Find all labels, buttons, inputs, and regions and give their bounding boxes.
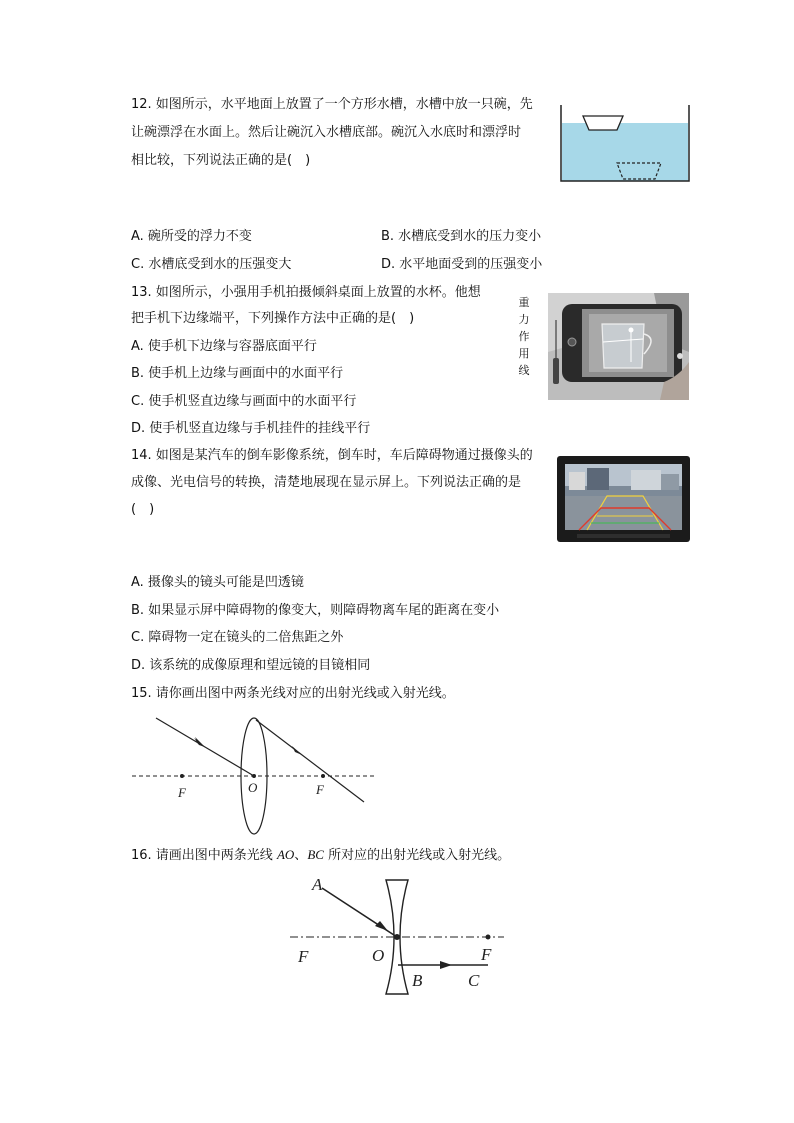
q16-ray-ao: AO [276, 847, 295, 862]
water [562, 123, 688, 181]
phone-photo-figure [534, 292, 690, 402]
q14-line-2: 成像、光电信号的转换，清楚地展现在显示屏上。下列说法正确的是 [131, 475, 522, 490]
q13-line-1: 13. 如图所示，小强用手机拍摄倾斜桌面上放置的水杯。他想 [131, 285, 481, 300]
optical-center [394, 934, 400, 940]
q13-option-a: A. 使手机下边缘与容器底面平行 [131, 339, 317, 354]
q12-line-3: 相比较，下列说法正确的是( ) [131, 153, 311, 168]
focal-point-left [180, 774, 184, 778]
q12-line-1: 12. 如图所示，水平地面上放置了一个方形水槽，水槽中放一只碗，先 [131, 97, 533, 112]
q14-line-3: ( ) [131, 502, 155, 517]
concave-lens-diagram [288, 874, 506, 998]
refracted-ray [256, 720, 364, 802]
camera-lens-icon [568, 338, 576, 346]
label-b: B [412, 971, 423, 990]
optical-center [252, 774, 256, 778]
label-a: A [312, 875, 323, 894]
q14-line-1: 14. 如图是某汽车的倒车影像系统，倒车时，车后障碍物通过摄像头的 [131, 448, 533, 463]
q12-option-c: C. 水槽底受到水的压强变大 [131, 257, 292, 272]
q16-text-pre: 16. 请画出图中两条光线 [131, 848, 277, 863]
label-o: O [372, 946, 385, 965]
q12-option-b: B. 水槽底受到水的压力变小 [381, 229, 542, 244]
refracted-ray-arrow [292, 746, 302, 755]
label-f-left: F [178, 785, 186, 800]
q14-option-b: B. 如果显示屏中障碍物的像变大，则障碍物离车尾的距离在变小 [131, 603, 500, 618]
q12-line-2: 让碗漂浮在水面上。然后让碗沉入水槽底部。碗沉入水底时和漂浮时 [131, 125, 522, 140]
q13-option-b: B. 使手机上边缘与画面中的水面平行 [131, 366, 344, 381]
q13-option-c: C. 使手机竖直边缘与画面中的水面平行 [131, 394, 357, 409]
q13-option-d: D. 使手机竖直边缘与手机挂件的挂线平行 [131, 421, 371, 436]
glass-cup [602, 324, 644, 368]
focal-point-right [321, 774, 325, 778]
q16-ray-bc: BC [307, 847, 324, 862]
q12-option-a: A. 碗所受的浮力不变 [131, 229, 252, 244]
reverse-camera-monitor-figure [557, 456, 690, 542]
q16-text [131, 845, 510, 866]
convex-lens-diagram [128, 712, 380, 842]
label-c: C [468, 971, 480, 990]
q14-option-a: A. 摄像头的镜头可能是凹透镜 [131, 575, 304, 590]
ray-ao-arrow [375, 921, 388, 931]
label-f-right: F [316, 782, 324, 797]
q16-sep: 、 [294, 848, 308, 863]
ray-bc-arrow [440, 961, 452, 969]
phone-pendant [553, 358, 559, 384]
q14-option-d: D. 该系统的成像原理和望远镜的目镜相同 [131, 658, 371, 673]
label-f-left: F [298, 947, 309, 966]
q14-option-c: C. 障碍物一定在镜头的二倍焦距之外 [131, 630, 344, 645]
label-o: O [248, 780, 258, 795]
q13-line-2: 把手机下边缘端平，下列操作方法中正确的是( ) [131, 311, 415, 326]
label-f-right: F [481, 945, 492, 964]
q12-option-d: D. 水平地面受到的压强变小 [381, 257, 543, 272]
floating-bowl [583, 116, 623, 130]
gravity-line-label: 重力作用线 [518, 296, 530, 377]
focal-point-right [486, 935, 491, 940]
q15-text: 15. 请你画出图中两条光线对应的出射光线或入射光线。 [131, 686, 455, 701]
shutter-button-icon [677, 353, 683, 359]
q16-text-post: 所对应的出射光线或入射光线。 [323, 848, 511, 863]
water-tank-figure [559, 105, 691, 183]
